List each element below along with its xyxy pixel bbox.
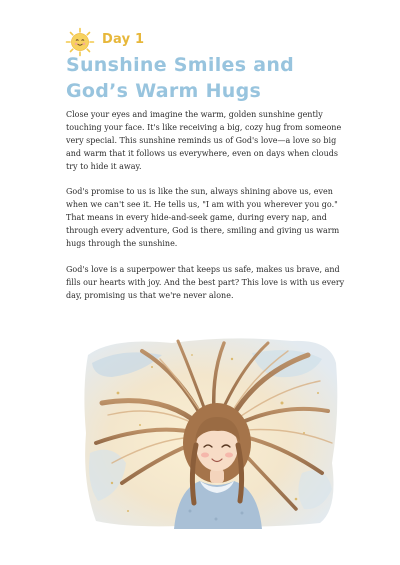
paragraph-2: God's promise to us is like the sun, always shining above us, even when we can't see it. He tells us, "I am with you wherever you go." That means in every hide-and-seek game, during every nap, and through every adventure, God is there, smiling and giving us warm hugs through the sunshine. xyxy=(66,187,340,249)
paragraph-1: Close your eyes and imagine the warm, golden sunshine gently touching your face. It's like receiving a big, cozy hug from someone very special. This sunshine reminds us of God's love—a love so big and warm that it follows us everywhere, even on days when clouds try to hide it away. xyxy=(66,110,342,171)
devotional-body xyxy=(66,109,352,315)
girl-in-sunshine-illustration xyxy=(82,333,340,529)
paragraph-3: God's love is a superpower that keeps us safe, makes us brave, and fills our hearts with joy. And the best part? This love is with us every day, promising us that we're never alone. xyxy=(66,264,345,300)
page-title-line-2: God’s Warm Hugs xyxy=(66,80,262,102)
day-label: Day 1 xyxy=(102,32,145,47)
page-title xyxy=(66,52,366,104)
page-title-line-1: Sunshine Smiles and xyxy=(66,54,295,76)
